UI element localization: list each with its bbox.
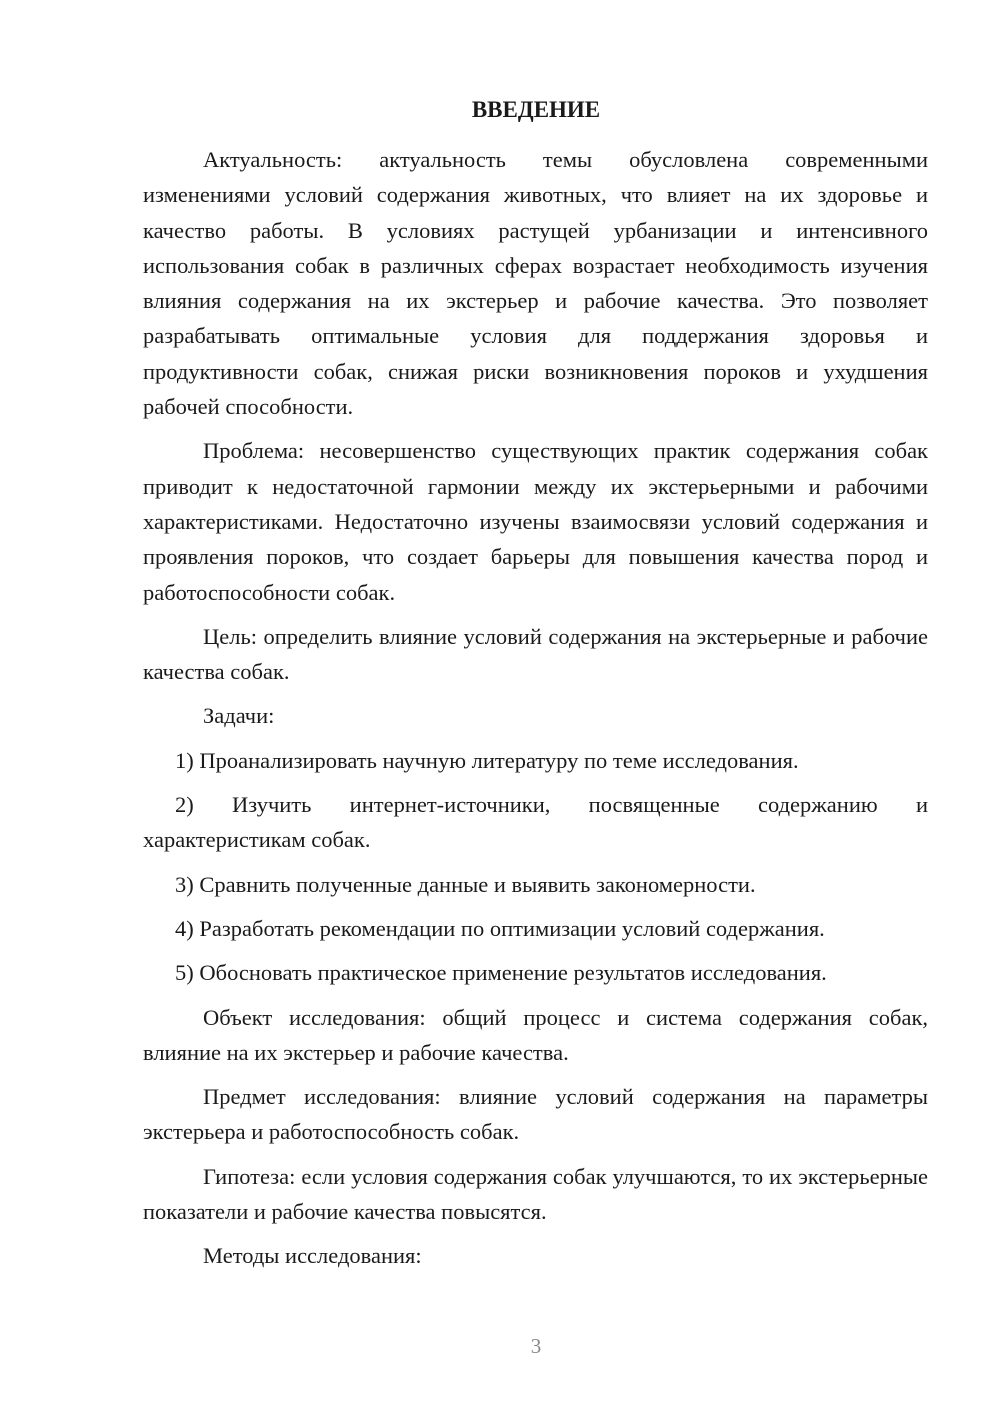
tasks-label: Задачи: xyxy=(203,703,275,729)
task-item: 3) Сравнить полученные данные и выявить закономерности. xyxy=(175,871,756,897)
task-item: 5) Обосновать практическое применение результатов исследования. xyxy=(175,960,827,986)
page-number: 3 xyxy=(530,1334,542,1358)
methods-label: Методы исследования: xyxy=(203,1243,422,1269)
goal-paragraph: Цель: определить влияние условий содержания на экстерьерные и рабочие качества собак. xyxy=(143,623,928,685)
task-item: 2) Изучить интернет-источники, посвященные содержанию и характеристикам собак. xyxy=(143,792,928,853)
task-item: 4) Разработать рекомендации по оптимизации условий содержания. xyxy=(175,915,825,941)
subject-paragraph: Предмет исследования: влияние условий содержания на параметры экстерьера и работоспособность собак. xyxy=(143,1084,928,1145)
relevance-paragraph: Актуальность: актуальность темы обусловлена современными изменениями условий содержания животных, что влияет на их здоровье и качество работы. В условиях растущей урбанизации и интенсивного использования собак в различных сферах возрастает необходимость изучения влияния содержания на их экстерьер и рабочие качества. Это позволяет разрабатывать оптимальные условия для поддержания здоровья и продуктивности собак, снижая риски возникновения пороков и ухудшения рабочей способности. xyxy=(143,147,928,420)
document-body xyxy=(143,142,928,1283)
task-item: 1) Проанализировать научную литературу по теме исследования. xyxy=(175,747,799,773)
hypothesis-paragraph: Гипотеза: если условия содержания собак улучшаются, то их экстерьерные показатели и рабочие качества повысятся. xyxy=(143,1163,928,1225)
problem-paragraph: Проблема: несовершенство существующих практик содержания собак приводит к недостаточной гармонии между их экстерьерными и рабочими характеристиками. Недостаточно изучены взаимосвязи условий содержания и проявления пороков, что создает барьеры для повышения качества пород и работоспособности собак. xyxy=(143,438,928,605)
section-heading: ВВЕДЕНИЕ xyxy=(471,97,601,122)
object-paragraph: Объект исследования: общий процесс и система содержания собак, влияние на их экстерьер и рабочие качества. xyxy=(143,1004,928,1065)
